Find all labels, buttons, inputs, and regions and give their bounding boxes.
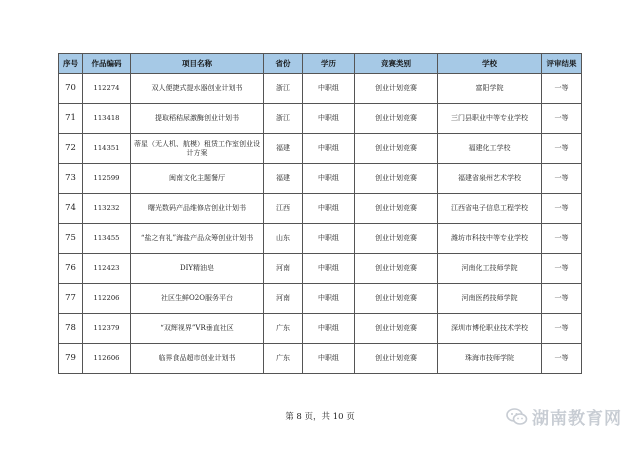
- cell-education: 中职组: [303, 74, 355, 104]
- cell-school: 河南医药技师学院: [438, 284, 542, 314]
- header-category: 竞赛类别: [355, 54, 438, 74]
- cell-education: 中职组: [303, 344, 355, 374]
- cell-education: 中职组: [303, 254, 355, 284]
- cell-no: 79: [59, 344, 83, 374]
- watermark-text: 湖南教育网: [532, 409, 622, 429]
- cell-category: 创业计划竞赛: [355, 284, 438, 314]
- cell-school: 富阳学院: [438, 74, 542, 104]
- header-province: 省份: [264, 54, 303, 74]
- cell-no: 75: [59, 224, 83, 254]
- cell-province: 广东: [264, 344, 303, 374]
- cell-name: DIY精油皂: [131, 254, 264, 284]
- cell-result: 一等: [542, 134, 582, 164]
- cell-name: 社区生鲜O2O服务平台: [131, 284, 264, 314]
- cell-category: 创业计划竞赛: [355, 314, 438, 344]
- cell-code: 112599: [83, 164, 131, 194]
- cell-province: 福建: [264, 134, 303, 164]
- cell-code: 112423: [83, 254, 131, 284]
- cell-name: 提取稻秸尿激酶创业计划书: [131, 104, 264, 134]
- watermark: [506, 404, 622, 429]
- cell-name: “双辉视界”VR垂直社区: [131, 314, 264, 344]
- table-row: [59, 314, 582, 344]
- table-row: [59, 104, 582, 134]
- cell-no: 78: [59, 314, 83, 344]
- cell-result: 一等: [542, 194, 582, 224]
- cell-province: 河南: [264, 284, 303, 314]
- cell-no: 73: [59, 164, 83, 194]
- cell-school: 河南化工技师学院: [438, 254, 542, 284]
- cell-name: 闽南文化主题餐厅: [131, 164, 264, 194]
- cell-province: 广东: [264, 314, 303, 344]
- cell-category: 创业计划竞赛: [355, 344, 438, 374]
- table-row: [59, 224, 582, 254]
- cell-school: 珠海市技师学院: [438, 344, 542, 374]
- cell-category: 创业计划竞赛: [355, 164, 438, 194]
- cell-no: 72: [59, 134, 83, 164]
- cell-education: 中职组: [303, 224, 355, 254]
- cell-category: 创业计划竞赛: [355, 194, 438, 224]
- cell-school: 江西省电子信息工程学校: [438, 194, 542, 224]
- header-education: 学历: [303, 54, 355, 74]
- cell-name: 临界食品超市创业计划书: [131, 344, 264, 374]
- table-header-row: [59, 54, 582, 74]
- cell-province: 江西: [264, 194, 303, 224]
- cell-school: 深圳市博伦职业技术学校: [438, 314, 542, 344]
- header-code: 作品编码: [83, 54, 131, 74]
- cell-code: 112274: [83, 74, 131, 104]
- cell-no: 77: [59, 284, 83, 314]
- cell-education: 中职组: [303, 284, 355, 314]
- table-row: [59, 194, 582, 224]
- cell-result: 一等: [542, 314, 582, 344]
- cell-education: 中职组: [303, 194, 355, 224]
- table-row: [59, 344, 582, 374]
- cell-result: 一等: [542, 254, 582, 284]
- cell-name: 蒂星（无人机、航模）租赁工作室创业设计方案: [131, 134, 264, 164]
- table-body: [59, 74, 582, 374]
- cell-result: 一等: [542, 284, 582, 314]
- cell-no: 74: [59, 194, 83, 224]
- cell-result: 一等: [542, 104, 582, 134]
- cell-name: 曙光数码产品维修店创业计划书: [131, 194, 264, 224]
- cell-category: 创业计划竞赛: [355, 224, 438, 254]
- header-result: 评审结果: [542, 54, 582, 74]
- cell-code: 113418: [83, 104, 131, 134]
- table-row: [59, 254, 582, 284]
- table-row: [59, 74, 582, 104]
- cell-code: 112206: [83, 284, 131, 314]
- cell-result: 一等: [542, 74, 582, 104]
- cell-category: 创业计划竞赛: [355, 134, 438, 164]
- page-number: 第 8 页，共 10 页: [285, 412, 355, 422]
- cell-result: 一等: [542, 344, 582, 374]
- cell-result: 一等: [542, 224, 582, 254]
- cell-education: 中职组: [303, 314, 355, 344]
- cell-school: 三门县职业中等专业学校: [438, 104, 542, 134]
- cell-result: 一等: [542, 164, 582, 194]
- cell-province: 福建: [264, 164, 303, 194]
- cell-code: 113455: [83, 224, 131, 254]
- cell-name: 双人便捷式提水器创业计划书: [131, 74, 264, 104]
- cell-province: 山东: [264, 224, 303, 254]
- cell-no: 70: [59, 74, 83, 104]
- cell-province: 浙江: [264, 104, 303, 134]
- cell-code: 114351: [83, 134, 131, 164]
- cell-education: 中职组: [303, 134, 355, 164]
- cell-school: 福建化工学校: [438, 134, 542, 164]
- cell-name: “盐之有礼”海盐产品众筹创业计划书: [131, 224, 264, 254]
- cell-code: 112379: [83, 314, 131, 344]
- cell-education: 中职组: [303, 164, 355, 194]
- table-row: [59, 164, 582, 194]
- cell-school: 福建省泉州艺术学校: [438, 164, 542, 194]
- cell-no: 76: [59, 254, 83, 284]
- cell-category: 创业计划竞赛: [355, 104, 438, 134]
- header-name: 项目名称: [131, 54, 264, 74]
- cell-province: 河南: [264, 254, 303, 284]
- header-school: 学校: [438, 54, 542, 74]
- cell-school: 潍坊市科技中等专业学校: [438, 224, 542, 254]
- cell-education: 中职组: [303, 104, 355, 134]
- table-row: [59, 134, 582, 164]
- cell-no: 71: [59, 104, 83, 134]
- cell-code: 112606: [83, 344, 131, 374]
- table-row: [59, 284, 582, 314]
- wechat-icon: [506, 408, 528, 426]
- header-no: 序号: [59, 54, 83, 74]
- results-table: [58, 53, 582, 374]
- cell-province: 浙江: [264, 74, 303, 104]
- cell-category: 创业计划竞赛: [355, 74, 438, 104]
- cell-category: 创业计划竞赛: [355, 254, 438, 284]
- cell-code: 113232: [83, 194, 131, 224]
